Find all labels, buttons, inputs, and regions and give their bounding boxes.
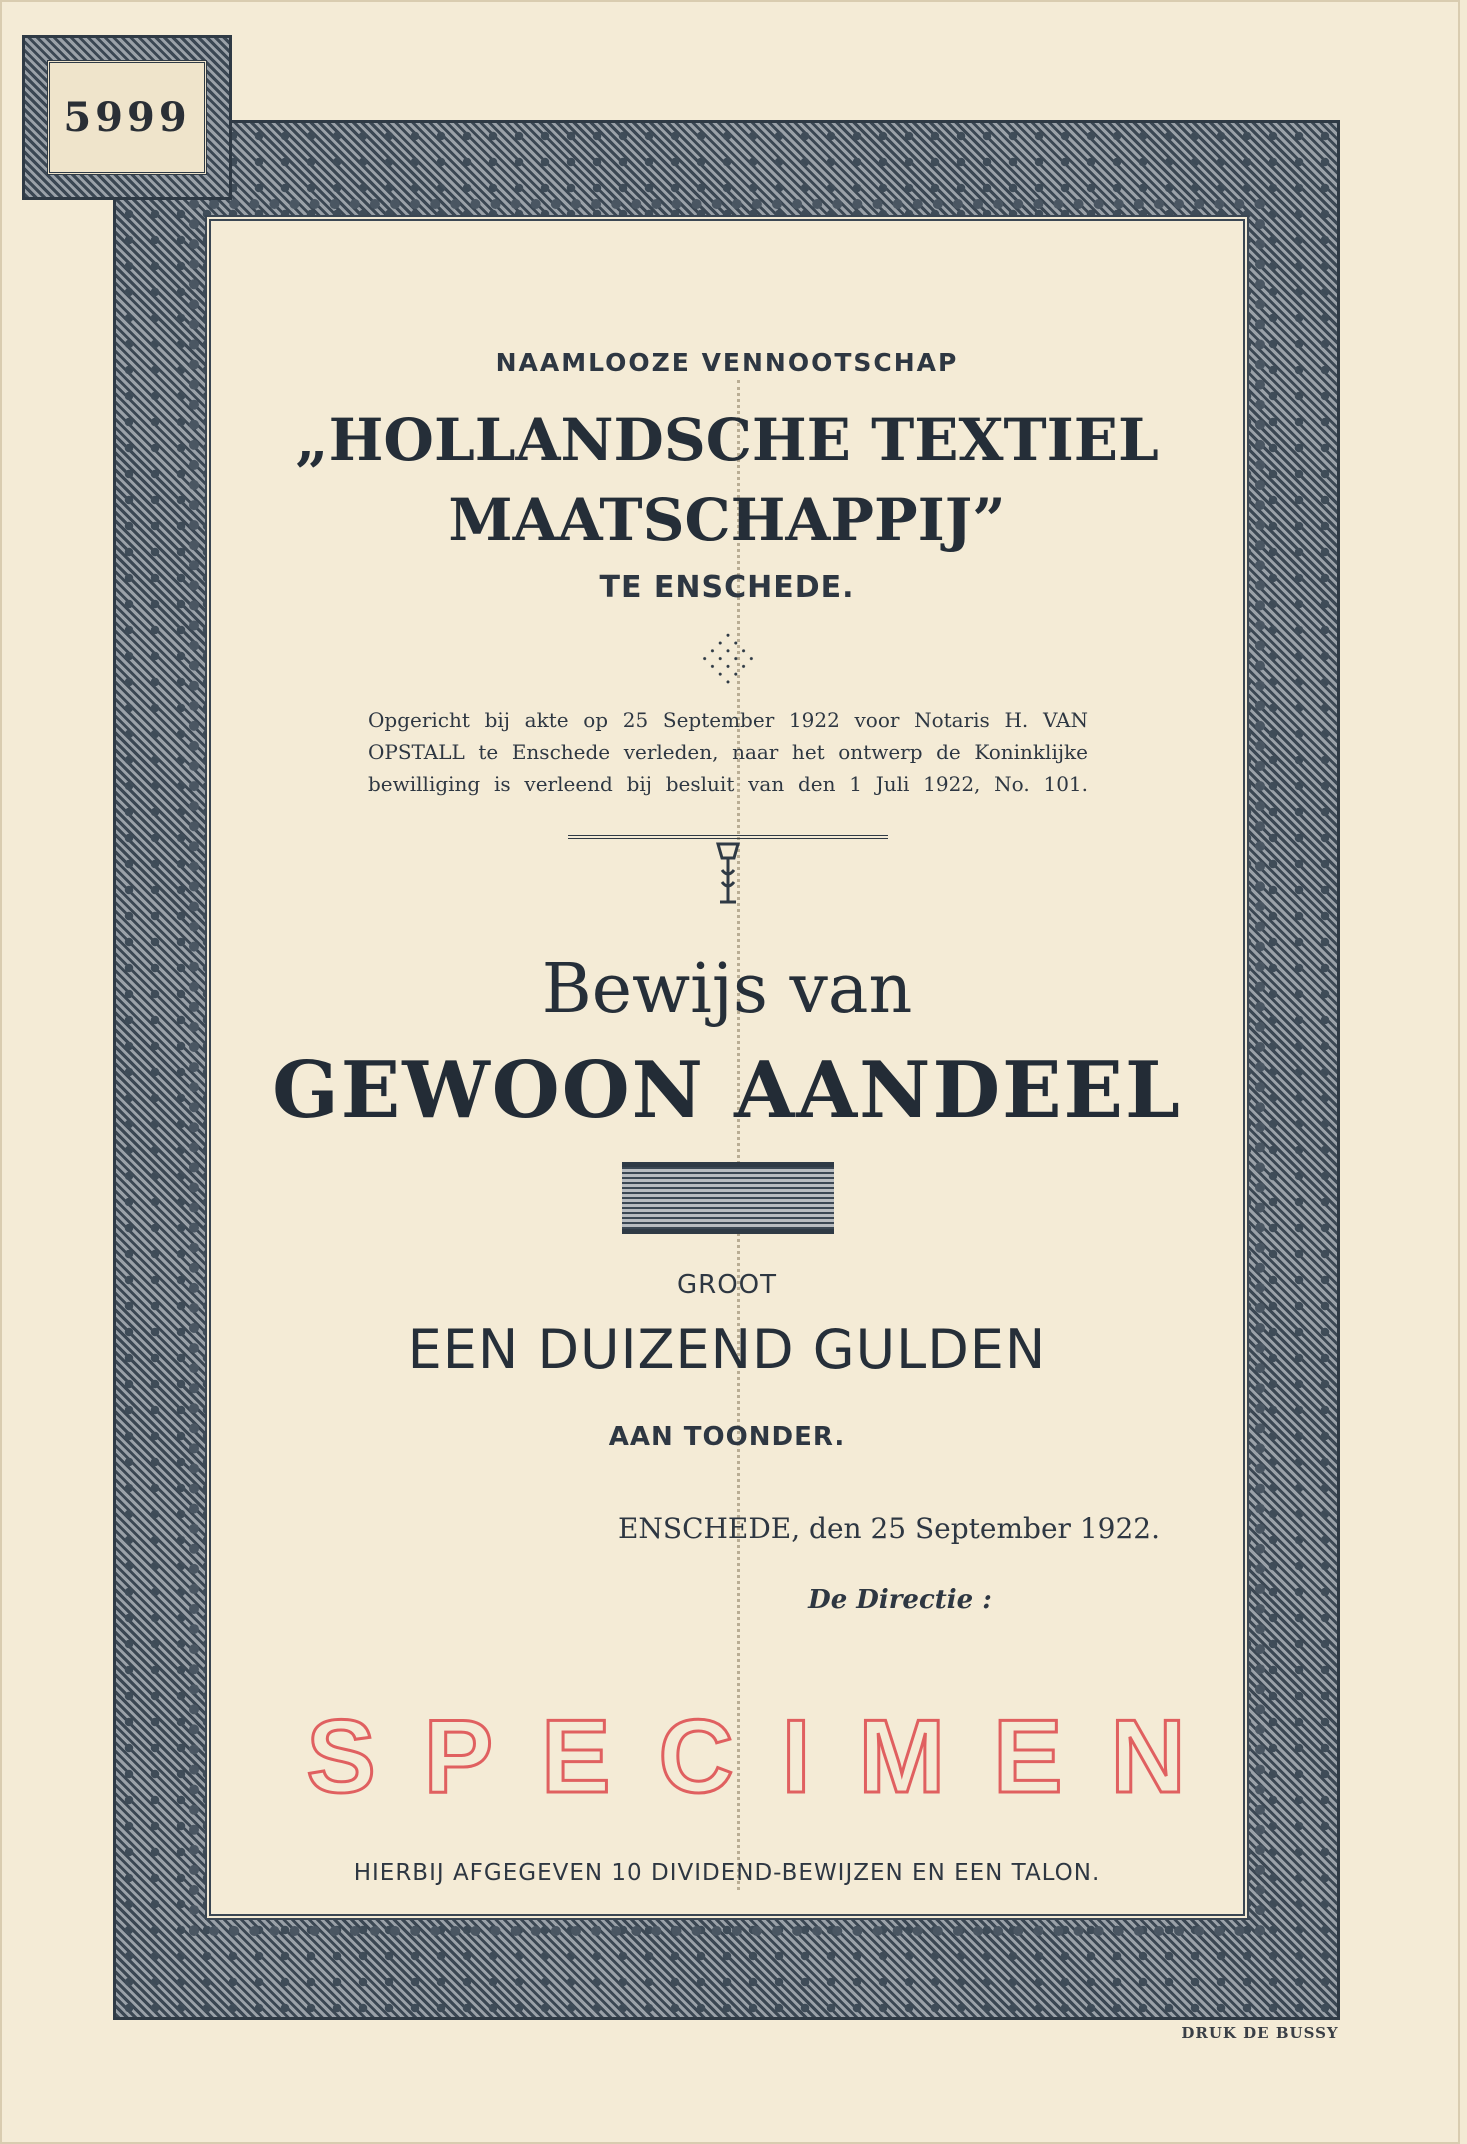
founding-text: Opgericht bij akte op 25 September 1922 voor Notaris H. VAN OPSTALL te Enschede verleden, naar het ontwerp de Koninklijke bewilliging is verleend bij besluit van den 1 Juli 1922, No. 101. bbox=[368, 708, 1088, 796]
place-date: ENSCHEDE, den 25 September 1922. bbox=[617, 1512, 1160, 1545]
company-name-line1: „HOLLANDSCHE TEXTIEL bbox=[295, 406, 1159, 474]
company-name bbox=[205, 400, 1249, 560]
company-name-line2: MAATSCHAPPIJ” bbox=[448, 486, 1006, 554]
company-type: NAAMLOOZE VENNOOTSCHAP bbox=[495, 348, 959, 377]
company-city: TE ENSCHEDE. bbox=[599, 570, 855, 605]
bearer-label: AAN TOONDER. bbox=[608, 1422, 846, 1452]
number-stamp bbox=[22, 35, 232, 200]
share-amount: EEN DUIZEND GULDEN bbox=[407, 1318, 1047, 1381]
hatched-ornament bbox=[622, 1162, 834, 1234]
specimen-overprint bbox=[306, 1699, 1234, 1815]
directie-label: De Directie : bbox=[808, 1585, 992, 1615]
footer-note: HIERBIJ AFGEGEVEN 10 DIVIDEND-BEWIJZEN EN EEN TALON. bbox=[353, 1860, 1101, 1886]
certificate-number: 5999 bbox=[47, 60, 207, 175]
specimen-stamp: SPECIMEN bbox=[306, 1699, 1234, 1815]
caduceus-ornament-icon bbox=[710, 840, 746, 908]
title-line1: Bewijs van bbox=[541, 950, 913, 1029]
title-line2: GEWOON AANDEEL bbox=[272, 1045, 1182, 1136]
printer-credit: DRUK DE BUSSY bbox=[1181, 2024, 1339, 2042]
ornamental-rule bbox=[568, 835, 888, 839]
groot-label: GROOT bbox=[676, 1270, 778, 1300]
